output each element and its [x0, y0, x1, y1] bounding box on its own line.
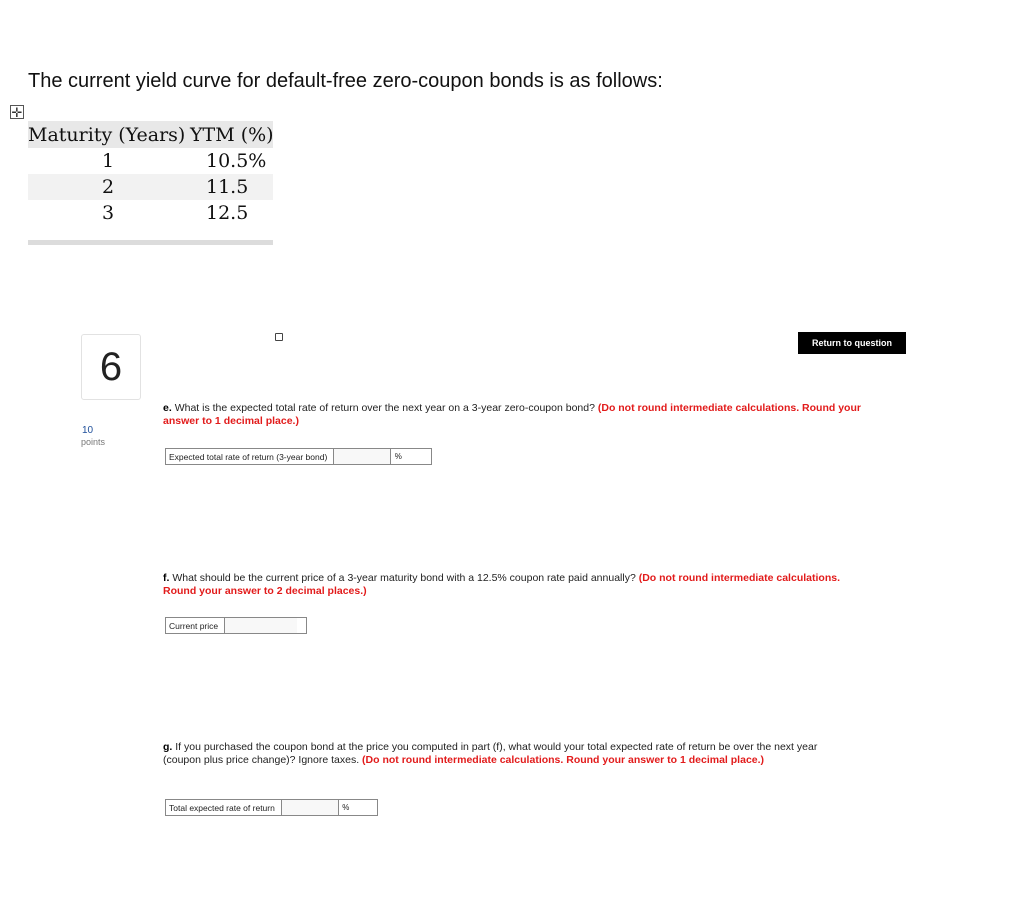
answer-input-f[interactable]: [225, 618, 297, 633]
table-move-handle-icon[interactable]: ✛: [11, 104, 23, 120]
yield-curve-table: [28, 121, 273, 226]
ytm-cell: 10.5%: [206, 150, 267, 172]
maturity-cell: 2: [101, 176, 115, 198]
table-row: [28, 174, 273, 200]
part-e-instruction: (Do not round intermediate calculations. Round your answer to 1 decimal place.): [163, 402, 861, 427]
return-to-question-button[interactable]: Return to question: [798, 332, 906, 354]
part-e-label: e.: [163, 402, 172, 414]
part-g-text: If you purchased the coupon bond at the price you computed in part (f), what would your total expected rate of return be over the next year (coupon plus price change)? Ignore taxes.: [163, 741, 818, 766]
answer-input-e[interactable]: [334, 449, 390, 464]
answer-row-e: [165, 448, 432, 465]
table-bottom-border: [28, 240, 273, 245]
answer-label-f: Current price: [166, 618, 225, 633]
answer-label-e: Expected total rate of return (3-year bond): [166, 449, 334, 464]
unit-percent-e: %: [390, 449, 405, 464]
ytm-cell: 11.5: [206, 176, 249, 198]
part-f-instruction: (Do not round intermediate calculations. Round your answer to 2 decimal places.): [163, 572, 840, 597]
intro-text: The current yield curve for default-free zero-coupon bonds is as follows:: [28, 70, 663, 92]
question-number: 6: [81, 334, 141, 400]
points-value: 10: [82, 425, 94, 436]
unit-percent-g: %: [338, 800, 353, 815]
part-g-instruction: (Do not round intermediate calculations. Round your answer to 1 decimal place.): [362, 754, 765, 766]
header-maturity: Maturity (Years): [28, 123, 186, 146]
table-header-row: [28, 121, 273, 148]
part-g-label: g.: [163, 741, 173, 753]
table-row: [28, 148, 273, 174]
answer-input-g[interactable]: [282, 800, 338, 815]
ytm-cell: 12.5: [206, 202, 249, 224]
part-f-text: What should be the current price of a 3-year maturity bond with a 12.5% coupon rate paid annually?: [172, 572, 636, 584]
part-e-text: What is the expected total rate of return over the next year on a 3-year zero-coupon bond?: [174, 402, 595, 414]
header-ytm: YTM (%): [190, 123, 274, 146]
answer-label-g: Total expected rate of return: [166, 800, 282, 815]
checkbox[interactable]: [275, 333, 283, 341]
maturity-cell: 1: [101, 150, 115, 172]
points-label: points: [81, 437, 106, 447]
answer-row-g: [165, 799, 378, 816]
maturity-cell: 3: [101, 202, 115, 224]
answer-row-f: [165, 617, 307, 634]
part-f-label: f.: [163, 572, 170, 584]
table-row: [28, 200, 273, 226]
question-part-g: [163, 741, 853, 767]
question-part-f: [163, 572, 863, 598]
question-part-e: [163, 402, 863, 428]
